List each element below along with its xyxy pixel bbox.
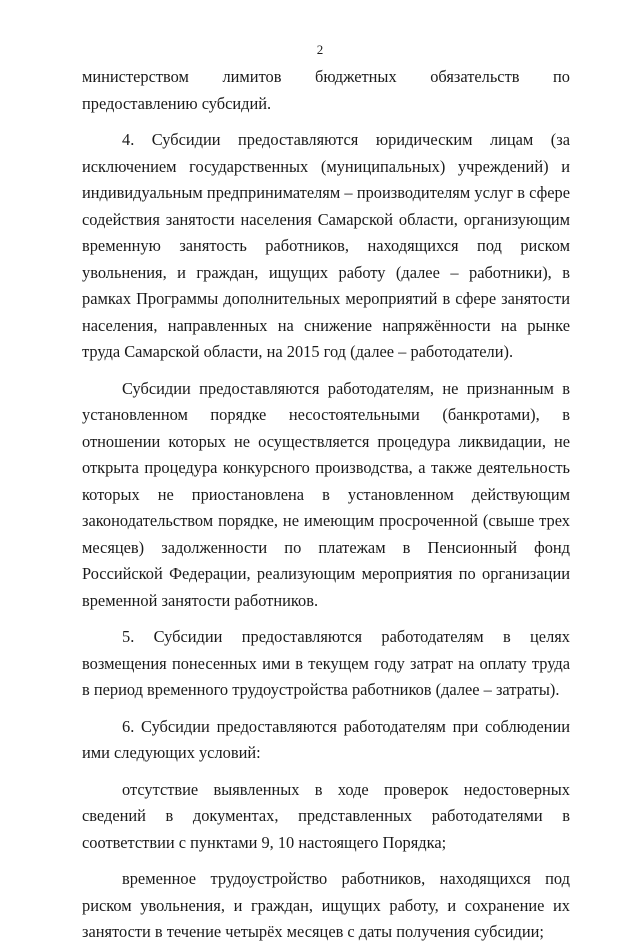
- page-number: 2: [316, 42, 324, 57]
- paragraph-condition-2: временное трудоустройство работников, находящихся под риском увольнения, и граждан, ищущих работу, и сохранение их занятости в течение четырёх месяцев с даты получения субсидии;: [82, 869, 570, 941]
- paragraph-clause-5: 5. Субсидии предоставляются работодателям в целях возмещения понесенных ими в текущем году затрат на оплату труда в период временного трудоустройства работников (далее – затраты).: [82, 627, 570, 699]
- document-body: [82, 64, 570, 946]
- paragraph-continuation: министерством лимитов бюджетных обязательств по предоставлению субсидий.: [82, 67, 570, 113]
- paragraph-clause-6: 6. Субсидии предоставляются работодателям при соблюдении ими следующих условий:: [82, 716, 570, 762]
- paragraph-clause-4: 4. Субсидии предоставляются юридическим лицам (за исключением государственных (муниципальных) учреждений) и индивидуальным предпринимателям – производителям услуг в сфере содействия занятости населения Самарской области, организующим временную занятость работников, находящихся под риском увольнения, и граждан, ищущих работу (далее – работники), в рамках Программы дополнительных мероприятий в сфере занятости населения, направленных на снижение напряжённости на рынке труда Самарской области, на 2015 год (далее – работодатели).: [82, 130, 570, 361]
- paragraph-clause-4-conditions: Субсидии предоставляются работодателям, не признанным в установленном порядке несостоятельными (банкротами), в отношении которых не осуществляется процедура ликвидации, не открыта процедура конкурсного производства, а также деятельность которых не приостановлена в установленном действующим законодательством порядке, не имеющим просроченной (свыше трех месяцев) задолженности по платежам в Пенсионный фонд Российской Федерации, реализующим мероприятия по организации временной занятости работников.: [82, 378, 570, 610]
- paragraph-condition-1: отсутствие выявленных в ходе проверок недостоверных сведений в документах, представленных работодателями в соответствии с пунктами 9, 10 настоящего Порядка;: [82, 779, 570, 852]
